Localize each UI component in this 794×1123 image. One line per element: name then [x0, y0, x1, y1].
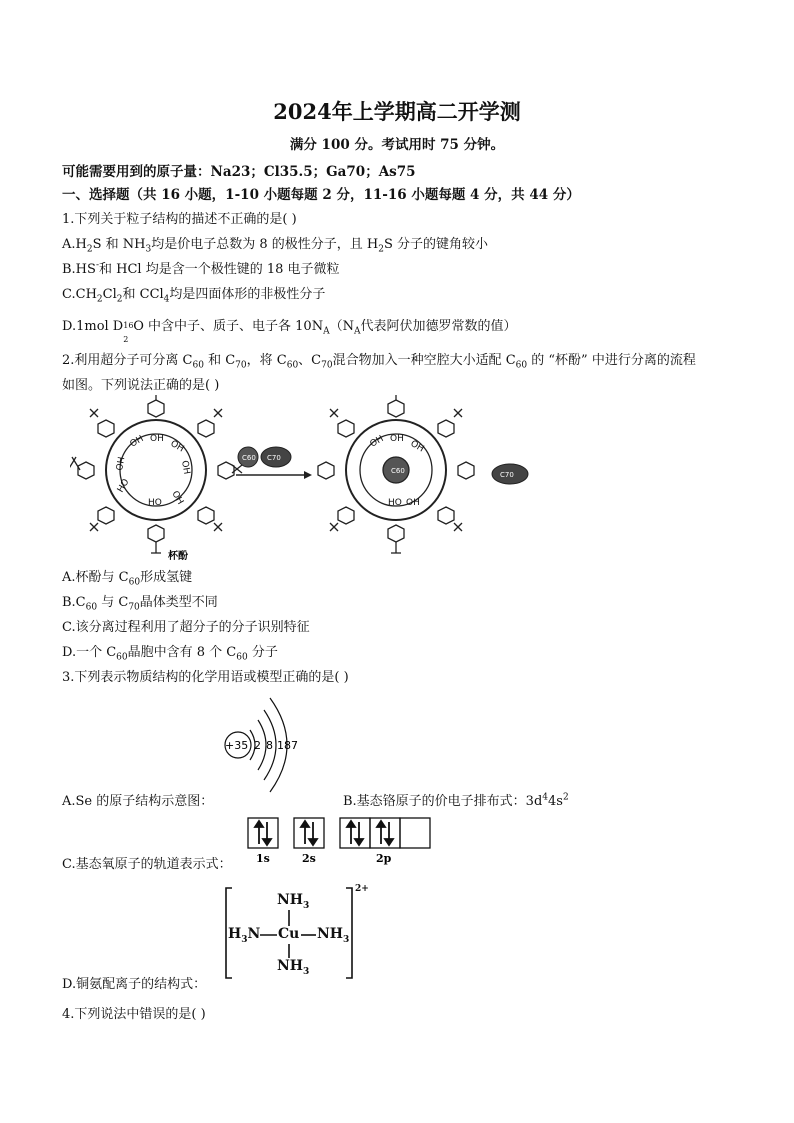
svg-text:18: 18	[277, 739, 291, 752]
q3-option-c: C.基态氧原子的轨道表示式：	[62, 857, 232, 872]
svg-text:1s: 1s	[256, 852, 270, 865]
page-title: 2024年上学期高二开学测	[273, 99, 521, 124]
svg-text:OH: OH	[408, 438, 426, 455]
q2-option-d: D.一个 $C_{60}$晶胞中含有 8 个 $C_{60}$ 分子	[62, 645, 278, 663]
calixarene-left	[70, 395, 242, 553]
svg-text:OH: OH	[150, 434, 164, 444]
atomic-masses: 可能需要用到的原子量：Na23；Cl35.5；Ga70；As75	[62, 164, 416, 180]
q3-option-a: A.Se 的原子结构示意图：	[62, 794, 214, 809]
svg-text:HO: HO	[388, 498, 402, 508]
svg-text:OH: OH	[179, 459, 192, 476]
svg-text:2: 2	[254, 739, 261, 752]
svg-text:HO: HO	[148, 498, 162, 508]
svg-text:OH: OH	[406, 498, 420, 508]
exam-subtitle: 满分 100 分。考试用时 75 分钟。	[289, 137, 505, 153]
svg-text:OH: OH	[115, 456, 128, 472]
q2-stem: 2.利用超分子可分离 $C_{60}$ 和 $C_{70}$，将 $C_{60}$、$C_{70}$混合物加入一种空腔大小适配 $C_{60}$ 的 “杯酚” 中进行分离的流程	[62, 353, 696, 371]
q2-option-c: C.该分离过程利用了超分子的分子识别特征	[62, 620, 310, 635]
q1-option-a: $A.H_2S$ 和 $NH_3$均是价电子总数为 8 的极性分子，且 $H_2S$ 分子的键角较小	[62, 237, 489, 255]
complex-charge: 2+	[355, 884, 369, 894]
svg-text:7: 7	[291, 739, 298, 752]
nucleus-charge: +35	[225, 739, 249, 752]
q2-stem-line2: 如图。下列说法正确的是( )	[62, 378, 220, 393]
atom-structure-diagram	[220, 690, 320, 800]
calixarene-label: 杯酚	[168, 551, 188, 562]
q1-option-b: B.HS-和 HCl 均是含一个极性键的 18 电子微粒	[62, 260, 340, 277]
svg-text:2p: 2p	[376, 852, 392, 865]
section-heading: 一、选择题（共 16 小题，1-10 小题每题 2 分，11-16 小题每题 4 分，共 44 分）	[62, 187, 580, 203]
q1-stem: 1.下列关于粒子结构的描述不正确的是( )	[62, 212, 297, 227]
svg-text:OH: OH	[368, 434, 386, 450]
svg-text:2s: 2s	[302, 852, 316, 865]
svg-text:HO: HO	[115, 477, 132, 495]
q4-stem: 4.下列说法中错误的是( )	[62, 1007, 206, 1022]
svg-text:C60: C60	[391, 467, 405, 475]
q1-option-d: D.1mol D 16 2 O 中含中子、质子、电子各 $10N_A(N_A$代表阿伏加德罗常数的值）	[62, 319, 517, 344]
copper-ammine-structure: $NH_3$ $H_3N$ Cu $NH_3$ $NH_3$ 2+	[228, 884, 369, 977]
copper-center: Cu	[278, 926, 300, 942]
svg-text:C70: C70	[500, 471, 514, 479]
q2-option-b: $B.C_{60}$ 与 $C_{70}$晶体类型不同	[62, 595, 218, 613]
q1-option-c: $C.CH_2Cl_2$和 CCl$_4$均是四面体形的非极性分子	[62, 287, 326, 305]
q2-option-a: A.杯酚与 $C_{60}$形成氢键	[62, 570, 193, 588]
calixarene-figure	[70, 395, 540, 563]
q3-stem: 3.下列表示物质结构的化学用语或模型正确的是( )	[62, 670, 349, 685]
svg-text:OH: OH	[169, 489, 185, 507]
orbital-diagram	[246, 816, 436, 866]
q3-option-b: B.基态铬原子的价电子排布式：$3d^44s^2$	[343, 792, 569, 809]
svg-text:C60: C60	[242, 454, 256, 462]
q3-option-d: D.铜氨配离子的结构式：	[62, 977, 207, 992]
svg-text:8: 8	[266, 739, 273, 752]
svg-text:OH: OH	[128, 434, 146, 450]
svg-text:C70: C70	[267, 454, 281, 462]
svg-text:OH: OH	[390, 434, 404, 444]
svg-text:OH: OH	[168, 438, 186, 455]
fullerene-pair	[238, 447, 291, 467]
